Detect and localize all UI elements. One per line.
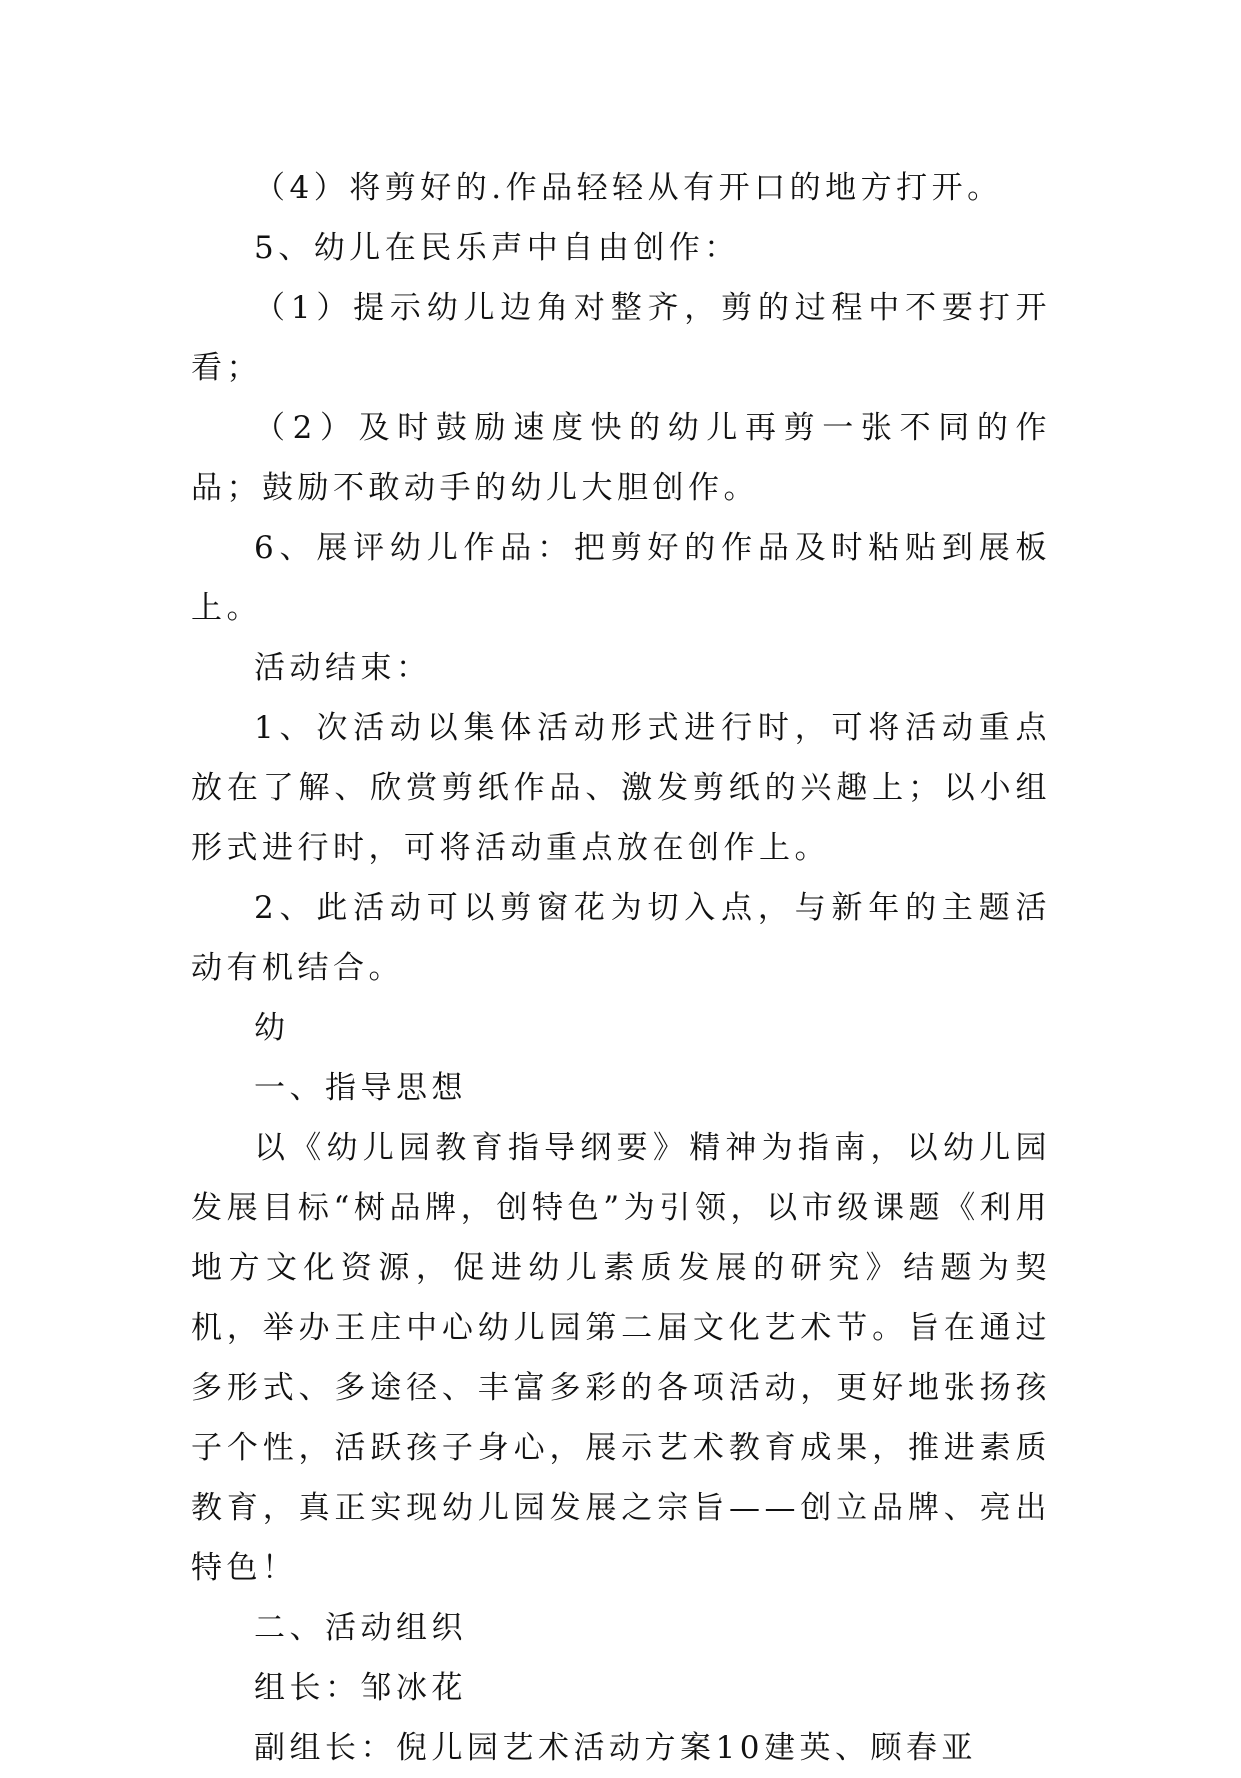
- section-heading-activity-end: 活动结束：: [254, 650, 432, 686]
- paragraph-step-5-1: （1）提示幼儿边角对整齐，剪的过程中不要打开看；: [191, 290, 1051, 386]
- document-body: [191, 158, 1051, 1778]
- paragraph-deputy-leader: 副组长：倪儿园艺术活动方案10建英、顾春亚: [254, 1730, 977, 1766]
- paragraph-step-6: 6、展评幼儿作品：把剪好的作品及时粘贴到展板上。: [191, 530, 1051, 626]
- section-heading-organization: 二、活动组织: [254, 1610, 467, 1646]
- paragraph-fragment: 幼: [254, 1010, 290, 1046]
- paragraph-end-note-1: 1、次活动以集体活动形式进行时，可将活动重点放在了解、欣赏剪纸作品、激发剪纸的兴趣上；以小组形式进行时，可将活动重点放在创作上。: [191, 710, 1051, 866]
- paragraph-step-4: （4）将剪好的.作品轻轻从有开口的地方打开。: [254, 170, 1003, 206]
- section-heading-guiding-idea: 一、指导思想: [254, 1070, 467, 1106]
- paragraph-end-note-2: 2、此活动可以剪窗花为切入点，与新年的主题活动有机结合。: [191, 890, 1051, 986]
- paragraph-guiding-idea: 以《幼儿园教育指导纲要》精神为指南，以幼儿园发展目标“树品牌，创特色”为引领，以市级课题《利用地方文化资源，促进幼儿素质发展的研究》结题为契机，举办王庄中心幼儿园第二届文化艺术节。旨在通过多形式、多途径、丰富多彩的各项活动，更好地张扬孩子个性，活跃孩子身心，展示艺术教育成果，推进素质教育，真正实现幼儿园发展之宗旨——创立品牌、亮出特色！: [191, 1130, 1051, 1586]
- paragraph-step-5: 5、幼儿在民乐声中自由创作：: [254, 230, 740, 266]
- paragraph-step-5-2: （2）及时鼓励速度快的幼儿再剪一张不同的作品；鼓励不敢动手的幼儿大胆创作。: [191, 410, 1051, 506]
- paragraph-group-leader: 组长：邹冰花: [254, 1670, 467, 1706]
